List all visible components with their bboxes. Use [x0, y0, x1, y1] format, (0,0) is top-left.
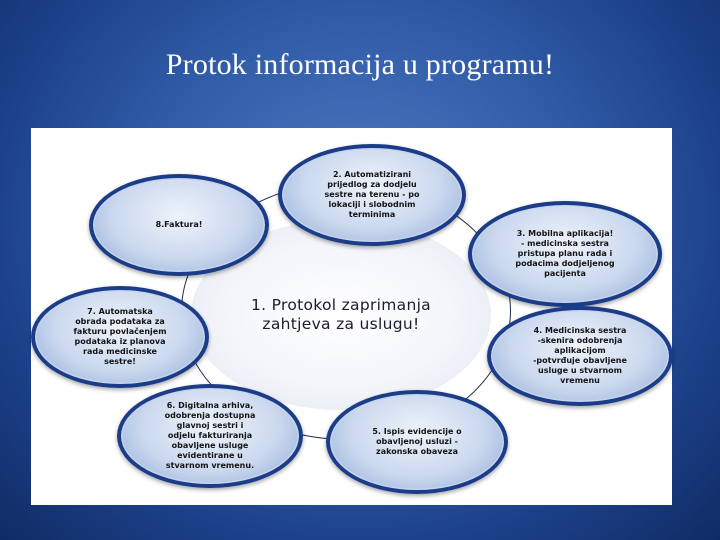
center-node-label: 1. Protokol zaprimanja zahtjeva za uslugu! [251, 296, 431, 333]
slide-title: Protok informacija u programu! [165, 48, 555, 81]
node-6-digital-archive [117, 384, 303, 488]
node-label: 8.Faktura! [155, 220, 203, 229]
node-label: 3. Mobilna aplikacija! - medicinska sestra pristupa planu rada i podacima dodjeljenog pacijenta [515, 229, 615, 278]
node-label: 4. Medicinska sestra -skenira odobrenja aplikacijom -potvrđuje obavljene usluge u stvarnom vremenu [533, 326, 627, 385]
node-3-mobile-app [468, 201, 662, 307]
node-4-nurse-scanning [487, 306, 673, 406]
node-5-service-record-print [326, 390, 508, 494]
node-8-invoice [89, 174, 269, 276]
node-label: 7. Automatska obrada podataka za fakturu povlačenjem podataka iz planova rada medicinske sestre! [73, 307, 167, 366]
node-label: 6. Digitalna arhiva, odobrenja dostupna glavnoj sestri i odjelu fakturiranja obavljene usluge evidentirane u stvarnom vremenu. [164, 401, 256, 470]
diagram-panel [31, 128, 672, 505]
node-label: 5. Ispis evidencije o obavljenoj usluzi - zakonska obaveza [372, 427, 462, 456]
node-7-automatic-processing [31, 286, 209, 388]
node-2-automated-assignment [278, 144, 466, 246]
node-label: 2. Automatizirani prijedlog za dodjelu sestre na terenu - po lokaciji i slobodnim terminima [324, 170, 420, 219]
